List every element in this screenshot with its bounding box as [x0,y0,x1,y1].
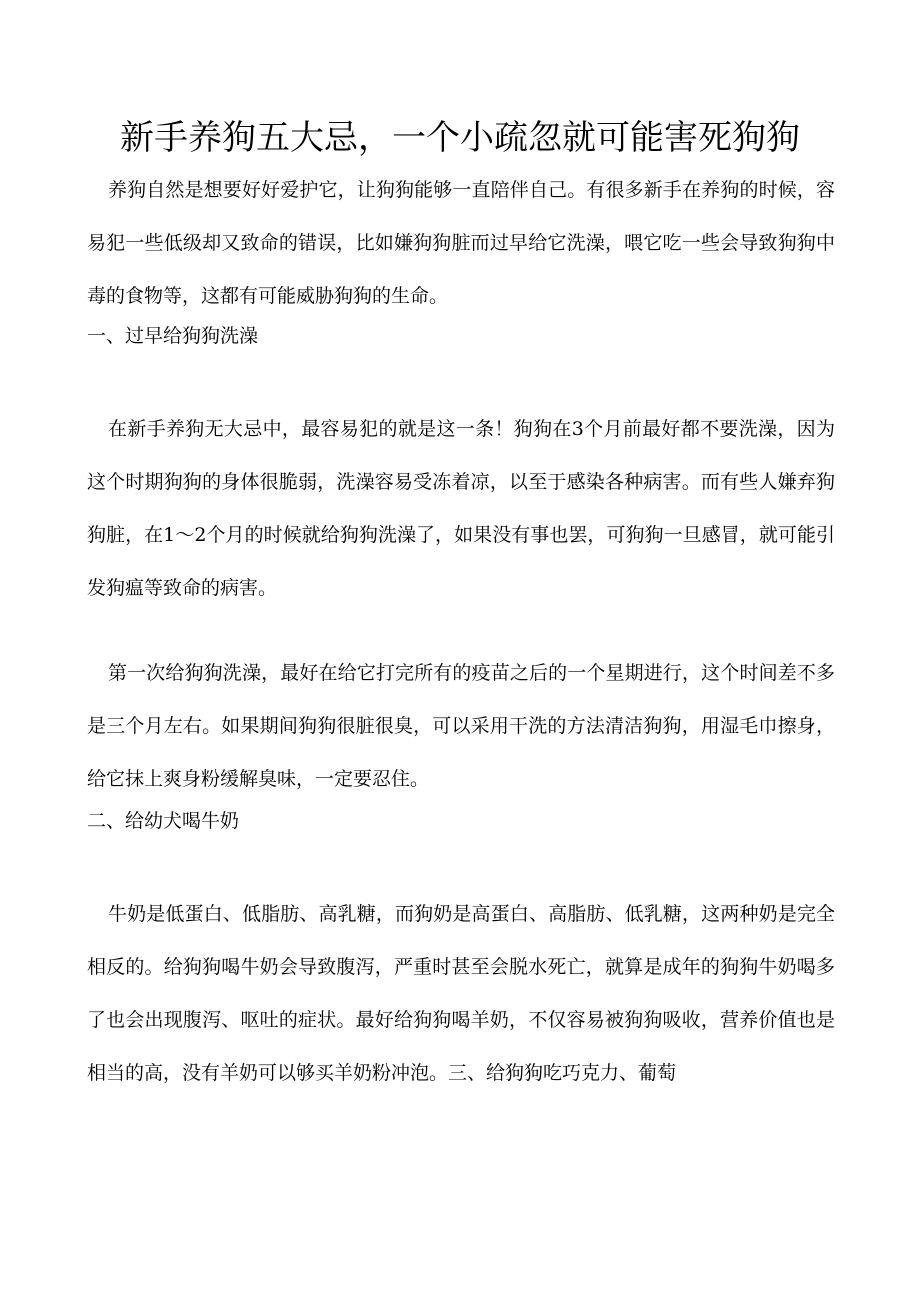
section-one-paragraph-2: 第一次给狗狗洗澡，最好在给它打完所有的疫苗之后的一个星期进行，这个时间差不多是三个月左右。如果期间狗狗很脏很臭，可以采用干洗的方法清洁狗狗，用湿毛巾擦身，给它抹上爽身粉缓解臭味，一定要忍住。 [87,662,835,790]
section-one-paragraph-1: 在新手养狗无大忌中，最容易犯的就是这一条！狗狗在3个月前最好都不要洗澡，因为这个时期狗狗的身体很脆弱，洗澡容易受冻着凉，以至于感染各种病害。而有些人嫌弃狗狗脏，在1～2个月的时候就给狗狗洗澡了，如果没有事也罢，可狗狗一旦感冒，就可能引发狗瘟等致命的病害。 [87,418,835,599]
section-one-heading: 一、过早给狗狗洗澡 [87,325,259,347]
intro-paragraph: 养狗自然是想要好好爱护它，让狗狗能够一直陪伴自己。有很多新手在养狗的时候，容易犯一些低级却又致命的错误，比如嫌狗狗脏而过早给它洗澡，喂它吃一些会导致狗狗中毒的食物等，这都有可能威胁狗狗的生命。 [87,179,835,307]
section-two-heading: 二、给幼犬喝牛奶 [87,810,240,832]
document-title: 新手养狗五大忌，一个小疏忽就可能害死狗狗 [120,118,800,158]
section-two-paragraph-1: 牛奶是低蛋白、低脂肪、高乳糖，而狗奶是高蛋白、高脂肪、低乳糖，这两种奶是完全相反的。给狗狗喝牛奶会导致腹泻，严重时甚至会脱水死亡，就算是成年的狗狗牛奶喝多了也会出现腹泻、呕吐的症状。最好给狗狗喝羊奶，不仅容易被狗狗吸收，营养价值也是相当的高，没有羊奶可以够买羊奶粉冲泡。三、给狗狗吃巧克力、葡萄 [87,903,835,1084]
